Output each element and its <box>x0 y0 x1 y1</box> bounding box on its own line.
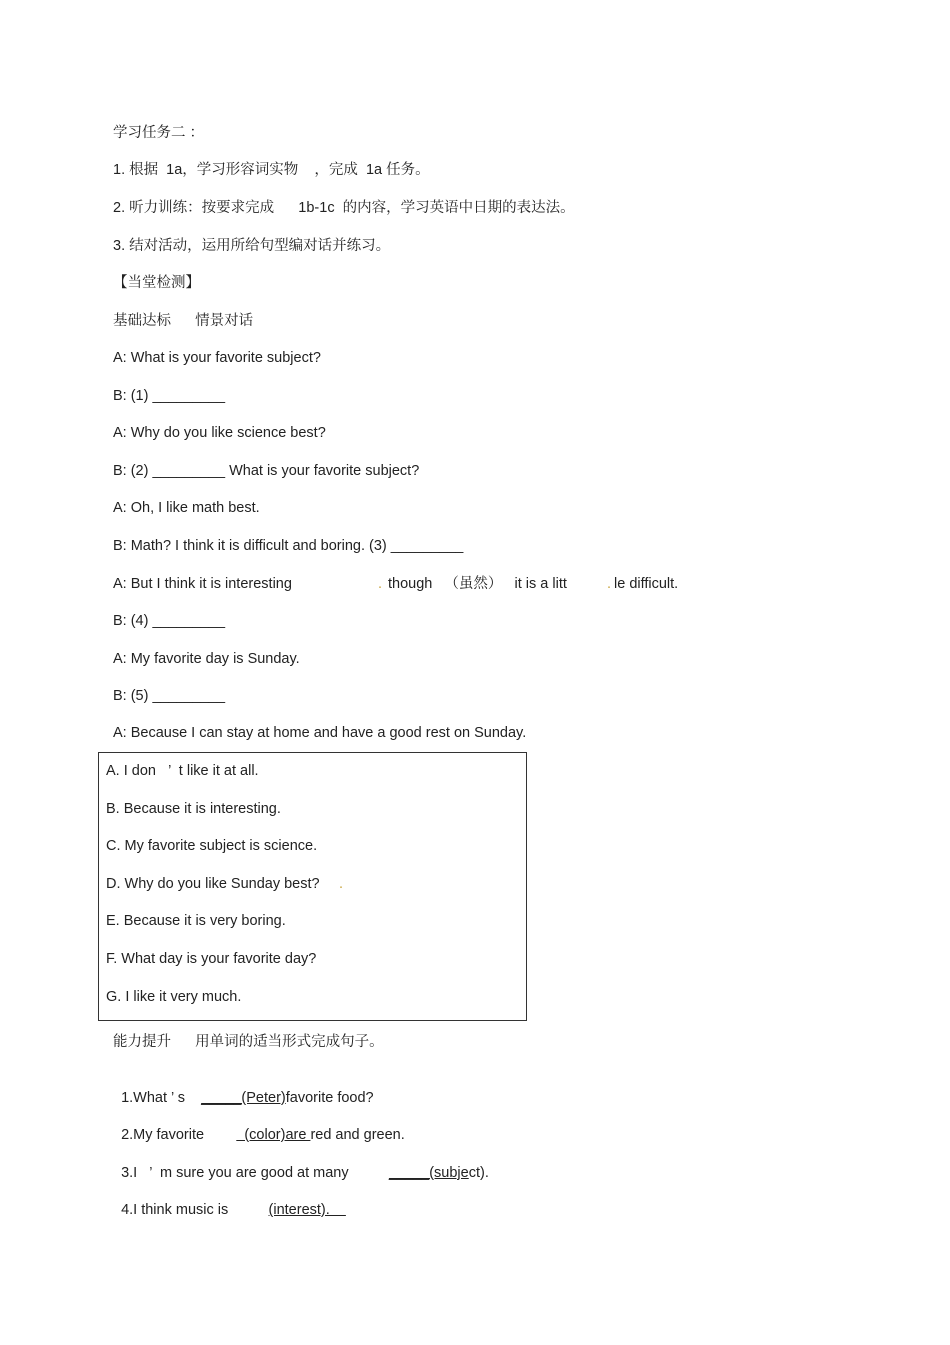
task-item-3: 3. 结对活动，运用所给句型编对话并练习。 <box>113 238 391 254</box>
options-box <box>98 752 527 1021</box>
fill-prefix: 1.What ’ s <box>121 1090 202 1106</box>
dialogue-line: B: (5) _________ <box>113 688 226 704</box>
fill-answer: (interest). <box>268 1202 346 1218</box>
fill-answer: _____(Peter) <box>201 1090 286 1106</box>
option-e: E. Because it is very boring. <box>106 913 286 929</box>
fill-suffix: red and green. <box>310 1127 405 1143</box>
fill-item-2 <box>113 1108 405 1144</box>
scan-dot: . <box>378 576 383 592</box>
option-f: F. What day is your favorite day? <box>106 951 317 967</box>
fill-prefix: 4.I think music is <box>121 1202 269 1218</box>
scan-dot: . <box>607 576 612 592</box>
option-g: G. I like it very much. <box>106 989 242 1005</box>
dialogue-line: A: Because I can stay at home and have a good rest on Sunday. <box>113 725 527 741</box>
option-c: C. My favorite subject is science. <box>106 838 318 854</box>
dialogue-line: B: (1) _________ <box>113 388 226 404</box>
task-item-2: 2. 听力训练：按要求完成 1b-1c 的内容，学习英语中日期的表达法。 <box>113 200 575 216</box>
dialogue-line-a-part2: though （虽然） it is a litt <box>388 576 567 592</box>
section-heading: 【当堂检测】 <box>113 275 200 291</box>
dialogue-line: A: My favorite day is Sunday. <box>113 651 300 667</box>
fill-prefix: 3.I ’ m sure you are good at many <box>121 1165 389 1181</box>
fill-item-4 <box>113 1183 346 1219</box>
task-title: 学习任务二 ： <box>113 125 205 141</box>
fill-suffix: favorite food? <box>285 1090 374 1106</box>
dialogue-line: A: Why do you like science best? <box>113 425 326 441</box>
fill-prefix: 2.My favorite <box>121 1127 237 1143</box>
dialogue-line: B: (2) _________ What is your favorite subject? <box>113 463 420 479</box>
fill-answer: _____(subje <box>388 1165 469 1181</box>
dialogue-line-a-part1: A: But I think it is interesting <box>113 576 292 592</box>
option-b: B. Because it is interesting. <box>106 801 281 817</box>
dialogue-line-a-part3: le difficult. <box>614 576 679 592</box>
dialogue-line: B: (4) _________ <box>113 613 226 629</box>
fill-suffix: ct). <box>468 1165 489 1181</box>
option-a: A. I don ’ t like it at all. <box>106 763 259 779</box>
task-item-1: 1. 根据 1a，学习形容词实物 ，完成 1a 任务。 <box>113 162 430 178</box>
fill-answer: (color)are <box>236 1127 311 1143</box>
dialogue-line: A: Oh, I like math best. <box>113 500 260 516</box>
fill-item-1 <box>113 1071 374 1107</box>
fill-item-3 <box>113 1146 489 1182</box>
dialogue-line: A: What is your favorite subject? <box>113 350 321 366</box>
option-d: D. Why do you like Sunday best? <box>106 876 320 892</box>
dialogue-line: B: Math? I think it is difficult and boring. (3) _________ <box>113 538 464 554</box>
basic-heading: 基础达标 情景对话 <box>113 313 254 329</box>
scan-dot: . <box>339 876 344 892</box>
ability-heading: 能力提升 用单词的适当形式完成句子。 <box>113 1034 384 1050</box>
